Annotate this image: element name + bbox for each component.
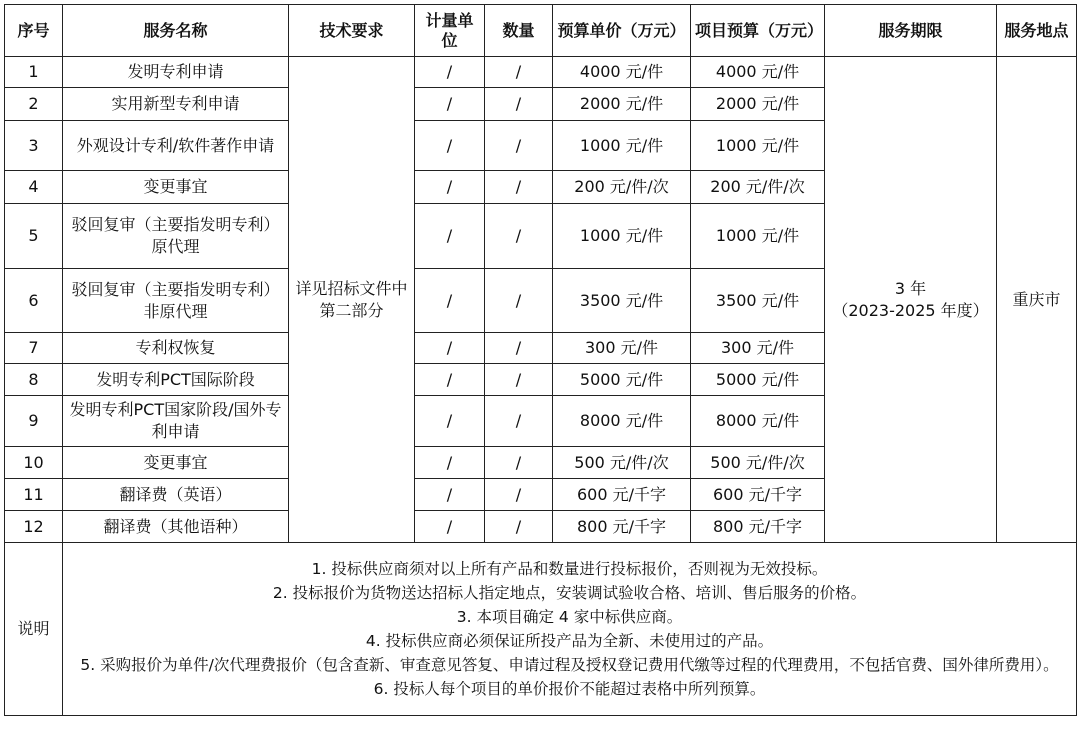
row-service-name: 翻译费（英语）: [63, 479, 289, 511]
header-row: [5, 5, 1077, 57]
row-budget: 1000 元/件: [691, 121, 825, 171]
row-unit-price: 200 元/件/次: [553, 171, 691, 204]
row-unit: /: [415, 269, 485, 333]
row-qty: /: [485, 171, 553, 204]
row-unit: /: [415, 511, 485, 543]
row-seq: 6: [5, 269, 63, 333]
row-qty: /: [485, 396, 553, 447]
row-unit-price: 1000 元/件: [553, 121, 691, 171]
row-service-name: 驳回复审（主要指发明专利）原代理: [63, 204, 289, 269]
row-qty: /: [485, 447, 553, 479]
row-service-name: 翻译费（其他语种）: [63, 511, 289, 543]
row-seq: 1: [5, 57, 63, 88]
row-seq: 2: [5, 88, 63, 121]
row-budget: 500 元/件/次: [691, 447, 825, 479]
row-service-name: 变更事宜: [63, 447, 289, 479]
row-seq: 9: [5, 396, 63, 447]
row-qty: /: [485, 269, 553, 333]
row-seq: 12: [5, 511, 63, 543]
row-budget: 2000 元/件: [691, 88, 825, 121]
row-seq: 8: [5, 364, 63, 396]
header-qty: 数量: [485, 5, 553, 57]
row-budget: 800 元/千字: [691, 511, 825, 543]
row-qty: /: [485, 479, 553, 511]
procurement-table-sheet: [4, 4, 1076, 726]
row-service-name: 驳回复审（主要指发明专利）非原代理: [63, 269, 289, 333]
table-row: [5, 57, 1077, 88]
row-unit: /: [415, 364, 485, 396]
period-range: （2023-2025 年度）: [832, 300, 989, 320]
row-seq: 5: [5, 204, 63, 269]
row-unit: /: [415, 447, 485, 479]
row-seq: 10: [5, 447, 63, 479]
service-period-cell: [825, 57, 997, 543]
note-line: 6. 投标人每个项目的单价报价不能超过表格中所列预算。: [373, 680, 766, 698]
row-budget: 600 元/千字: [691, 479, 825, 511]
row-unit: /: [415, 171, 485, 204]
row-seq: 7: [5, 333, 63, 364]
row-unit: /: [415, 121, 485, 171]
row-budget: 4000 元/件: [691, 57, 825, 88]
row-budget: 5000 元/件: [691, 364, 825, 396]
service-budget-table: [4, 4, 1077, 716]
header-seq: 序号: [5, 5, 63, 57]
row-service-name: 发明专利申请: [63, 57, 289, 88]
notes-row: [5, 543, 1077, 716]
header-unit: 计量单位: [415, 5, 485, 57]
row-unit-price: 3500 元/件: [553, 269, 691, 333]
row-unit-price: 2000 元/件: [553, 88, 691, 121]
row-budget: 1000 元/件: [691, 204, 825, 269]
row-budget: 200 元/件/次: [691, 171, 825, 204]
row-unit: /: [415, 88, 485, 121]
row-qty: /: [485, 511, 553, 543]
row-service-name: 变更事宜: [63, 171, 289, 204]
row-service-name: 外观设计专利/软件著作申请: [63, 121, 289, 171]
row-seq: 3: [5, 121, 63, 171]
row-unit-price: 800 元/千字: [553, 511, 691, 543]
row-unit: /: [415, 333, 485, 364]
period-years: 3 年: [894, 278, 927, 298]
row-unit-price: 600 元/千字: [553, 479, 691, 511]
row-qty: /: [485, 333, 553, 364]
row-unit: /: [415, 57, 485, 88]
tech-requirement-cell: 详见招标文件中第二部分: [289, 57, 415, 543]
row-unit: /: [415, 396, 485, 447]
notes-label: 说明: [5, 543, 63, 716]
row-unit-price: 1000 元/件: [553, 204, 691, 269]
row-qty: /: [485, 121, 553, 171]
row-service-name: 发明专利PCT国家阶段/国外专利申请: [63, 396, 289, 447]
row-budget: 300 元/件: [691, 333, 825, 364]
header-budget: 项目预算（万元）: [691, 5, 825, 57]
header-place: 服务地点: [997, 5, 1077, 57]
row-qty: /: [485, 364, 553, 396]
row-budget: 3500 元/件: [691, 269, 825, 333]
row-seq: 11: [5, 479, 63, 511]
row-service-name: 专利权恢复: [63, 333, 289, 364]
row-seq: 4: [5, 171, 63, 204]
row-unit-price: 500 元/件/次: [553, 447, 691, 479]
header-period: 服务期限: [825, 5, 997, 57]
row-unit: /: [415, 204, 485, 269]
header-unit-price: 预算单价（万元）: [553, 5, 691, 57]
note-line: 3. 本项目确定 4 家中标供应商。: [456, 608, 683, 626]
row-unit-price: 8000 元/件: [553, 396, 691, 447]
row-qty: /: [485, 57, 553, 88]
note-line: 2. 投标报价为货物送达招标人指定地点，安装调试验收合格、培训、售后服务的价格。: [272, 584, 867, 602]
row-service-name: 发明专利PCT国际阶段: [63, 364, 289, 396]
notes-content: [63, 543, 1077, 716]
note-line: 5. 采购报价为单件/次代理费报价（包含查新、审查意见答复、申请过程及授权登记费用代缴等过程的代理费用，不包括官费、国外律所费用）。: [80, 656, 1059, 674]
row-qty: /: [485, 204, 553, 269]
header-tech: 技术要求: [289, 5, 415, 57]
row-budget: 8000 元/件: [691, 396, 825, 447]
note-line: 1. 投标供应商须对以上所有产品和数量进行投标报价，否则视为无效投标。: [311, 560, 828, 578]
row-unit-price: 4000 元/件: [553, 57, 691, 88]
service-place-cell: 重庆市: [997, 57, 1077, 543]
row-unit-price: 300 元/件: [553, 333, 691, 364]
note-line: 4. 投标供应商必须保证所投产品为全新、未使用过的产品。: [365, 632, 774, 650]
row-unit: /: [415, 479, 485, 511]
row-qty: /: [485, 88, 553, 121]
header-name: 服务名称: [63, 5, 289, 57]
row-service-name: 实用新型专利申请: [63, 88, 289, 121]
row-unit-price: 5000 元/件: [553, 364, 691, 396]
